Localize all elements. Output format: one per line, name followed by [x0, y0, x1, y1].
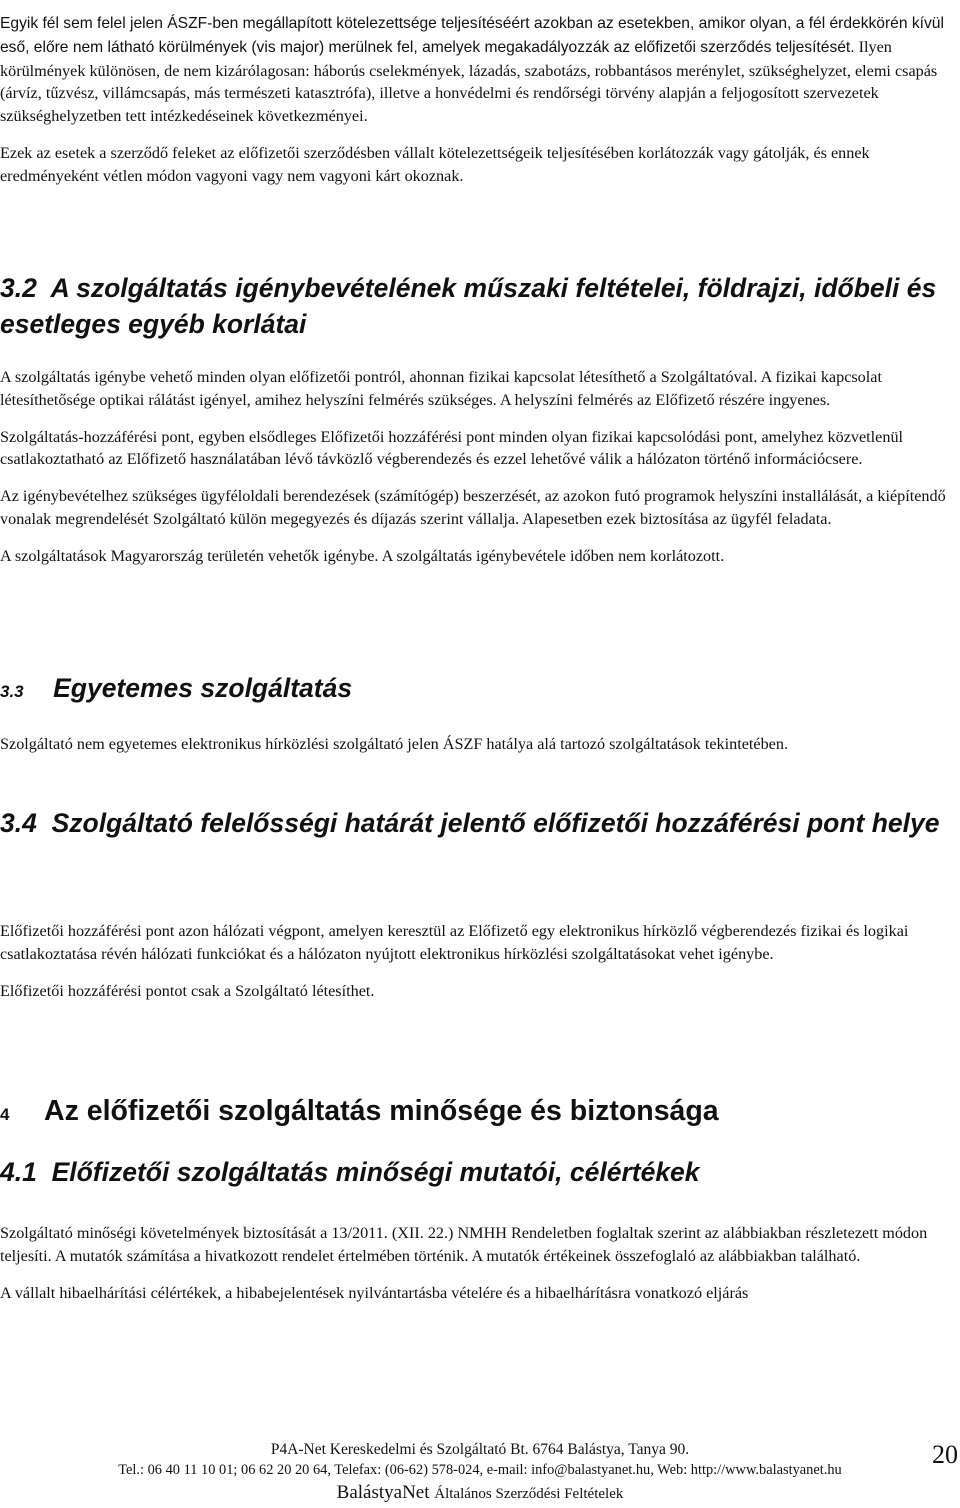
section-title: Előfizetői szolgáltatás minőségi mutatói, célértékek: [51, 1157, 700, 1187]
section-heading-3-4: [0, 805, 960, 841]
paragraph: Az igénybevételhez szükséges ügyféloldali berendezések (számítógép) beszerzését, az azokon futó programok helyszíni installálását, a kiépítendő vonalak megrendelését Szolgáltató külön megegyezés és díjazás szerint vállalja. Alapesetben ezek biztosítása az ügyfél feladata.: [0, 487, 946, 528]
section-title: Egyetemes szolgáltatás: [53, 673, 353, 703]
paragraph: Szolgáltató minőségi követelmények biztosítását a 13/2011. (XII. 22.) NMHH Rendeletben foglaltak szerint az alábbiakban részletezett módon teljesíti. A mutatók számítása a hivatkozott rendelet értelmében történik. A mutatók értékeinek összefoglaló az alábbiakban található.: [0, 1224, 928, 1265]
paragraph: Szolgáltató nem egyetemes elektronikus hírközlési szolgáltató jelen ÁSZF hatálya alá tartozó szolgáltatások tekintetében.: [0, 735, 788, 753]
section-3-2-body: [0, 366, 958, 582]
paragraph: Ezek az esetek a szerződő feleket az előfizetői szerződésben vállalt kötelezettségeik teljesítésében korlátozzák vagy gátolják, és ennek eredményeként vétlen módon vagyoni vagy nem vagyoni kárt okoznak.: [0, 143, 870, 185]
section-number: 3.3: [0, 682, 24, 701]
chapter-heading-4: [0, 1092, 940, 1134]
footer-contact-line: Tel.: 06 40 11 10 01; 06 62 20 20 64, Telefax: (06-62) 578-024, e-mail: info@balastyanet.hu, Web: http://www.balastyanet.hu: [118, 1462, 842, 1478]
section-3-3-body: [0, 733, 958, 770]
section-title: Szolgáltató felelősségi határát jelentő előfizetői hozzáférési pont helye: [51, 808, 940, 838]
footer-brand: BalástyaNet: [336, 1482, 430, 1503]
paragraph: Szolgáltatás-hozzáférési pont, egyben elsődleges Előfizetői hozzáférési pont minden olyan fizikai kapcsolódási pont, amelyhez közvetlenül csatlakoztatható az Előfizető használatában lévő távközlő végberendezés és ezzel lehetővé válik a hálózaton történő információcsere.: [0, 427, 904, 469]
section-number: 3.2: [0, 273, 37, 303]
section-3-4-body: [0, 920, 958, 1016]
paragraph: A vállalt hibaelhárítási célértékek, a hibabejelentések nyilvántartásba vételére és a hibaelhárításra vonatkozó eljárás: [0, 1283, 749, 1302]
section-4-1-body: [0, 1222, 958, 1318]
section-number: 3.4: [0, 808, 37, 838]
paragraph: Előfizetői hozzáférési pontot csak a Szolgáltató létesíthet.: [0, 981, 375, 1000]
paragraph: A szolgáltatás igénybe vehető minden olyan előfizetői pontról, ahonnan fizikai kapcsolat létesíthető a Szolgáltatóval. A fizikai kapcsolat létesíthetősége optikai rálátást igényel, amihez helyszíni felmérés szükséges. A helyszíni felmérés az Előfizető részére ingyenes.: [0, 368, 882, 409]
section-number: 4.1: [0, 1157, 37, 1187]
section-heading-3-3: [0, 670, 940, 710]
paragraph-sans-part: Egyik fél sem felel jelen ÁSZF-ben megállapított kötelezettsége teljesítéséért azokban az esetekben, amikor olyan, a fél érdekkörén kívül eső, előre nem látható körülmények (vis major) merülnek fel, amelyek megakadályozzák az előfizetői szerződés teljesítését.: [0, 15, 944, 56]
paragraph: A szolgáltatások Magyarország területén vehetők igénybe. A szolgáltatás igénybevétele időben nem korlátozott.: [0, 546, 725, 565]
paragraph: Előfizetői hozzáférési pont azon hálózati végpont, amelyen keresztül az Előfizető egy elektronikus hírközlő végberendezés fizikai és logikai csatlakoztatása révén hálózati funkciókat és a hálózaton nyújtott elektronikus hírközlési szolgáltatásokat vehet igénybe.: [0, 922, 909, 963]
paragraph: [0, 12, 958, 128]
section-heading-4-1: [0, 1154, 940, 1190]
intro-section: [0, 12, 958, 202]
footer-doc-title: Általános Szerződési Feltételek: [434, 1486, 624, 1502]
chapter-title: Az előfizetői szolgáltatás minősége és biztonsága: [44, 1095, 719, 1127]
footer-company-line: P4A-Net Kereskedelmi és Szolgáltató Bt. 6764 Balástya, Tanya 90.: [270, 1441, 690, 1458]
chapter-number: 4: [0, 1105, 10, 1124]
paragraph-serif-part: Ilyen körülmények különösen, de nem kizárólagosan: háborús cselekmények, lázadás, szabotázs, robbantásos merénylet, szükséghelyzet, elemi csapás (árvíz, tűzvész, villámcsapás, más természeti katasztrófa), illetve a honvédelmi és rendőrségi törvény alapján a feljogosított szervezetek szükséghelyzetben tett intézkedéseinek következményei.: [0, 37, 938, 126]
section-title: A szolgáltatás igénybevételének műszaki feltételei, földrajzi, időbeli és esetleges egyéb korlátai: [0, 273, 937, 339]
footer-document-title: [0, 1481, 960, 1506]
page-number: 20: [932, 1440, 958, 1469]
section-heading-3-2: [0, 270, 940, 342]
